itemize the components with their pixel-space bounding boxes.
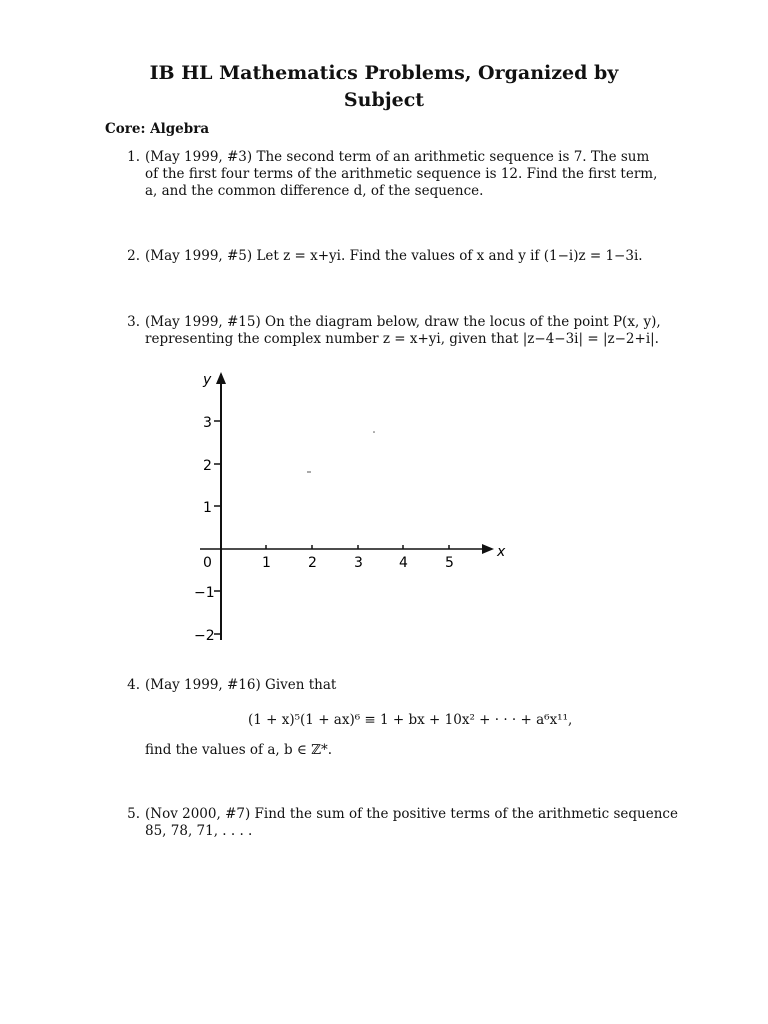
problem-number: 4. <box>127 677 140 693</box>
y-axis-label: y <box>203 372 212 388</box>
x-axis-arrow <box>482 544 494 554</box>
problem-line: (Nov 2000, #7) Find the sum of the positive terms of the arithmetic sequence <box>145 806 678 822</box>
x-tick-label: 4 <box>399 555 408 571</box>
page-title <box>120 60 648 114</box>
problem-text <box>145 248 645 265</box>
problem-line: (May 1999, #16) Given that <box>145 677 337 693</box>
problem-text <box>145 742 645 759</box>
y-tick-label: 2 <box>203 458 212 474</box>
scan-speck <box>373 431 375 433</box>
title-line-1: IB HL Mathematics Problems, Organized by <box>149 62 619 84</box>
problem-line: a, and the common difference d, of the sequence. <box>145 183 484 199</box>
locus-diagram <box>190 368 510 648</box>
x-tick-label: 1 <box>262 555 271 571</box>
problem-line: representing the complex number z = x+yi, given that |z−4−3i| = |z−2+i|. <box>145 331 659 347</box>
problem-line: (May 1999, #3) The second term of an arithmetic sequence is 7. The sum <box>145 149 650 165</box>
title-line-2: Subject <box>343 89 425 111</box>
origin-label: 0 <box>203 555 212 571</box>
problem-line: find the values of a, b ∈ ℤ*. <box>145 742 333 758</box>
y-axis-arrow <box>216 372 226 384</box>
problem-number: 5. <box>127 806 140 822</box>
y-tick-label: 1 <box>203 500 212 516</box>
section-heading: Core: Algebra <box>105 121 210 137</box>
problem-text <box>145 677 645 694</box>
y-tick-label: 3 <box>203 415 212 431</box>
problem-line: (May 1999, #5) Let z = x+yi. Find the values of x and y if (1−i)z = 1−3i. <box>145 248 643 264</box>
problem-number: 1. <box>127 149 140 165</box>
y-tick-label: −1 <box>194 585 215 601</box>
x-axis-label: x <box>497 544 506 560</box>
x-tick-label: 2 <box>308 555 317 571</box>
problem-line: of the first four terms of the arithmetic sequence is 12. Find the first term, <box>145 166 658 182</box>
problem-text <box>145 314 661 348</box>
problem-line: (May 1999, #15) On the diagram below, draw the locus of the point P(x, y), <box>145 314 661 330</box>
problem-line: 85, 78, 71, . . . . <box>145 823 253 839</box>
problem-4-equation: (1 + x)⁵(1 + ax)⁶ ≡ 1 + bx + 10x² + · · · + a⁶x¹¹, <box>248 712 573 728</box>
problem-number: 2. <box>127 248 140 264</box>
y-tick-label: −2 <box>194 628 215 644</box>
x-tick-label: 5 <box>445 555 454 571</box>
x-tick-label: 3 <box>354 555 363 571</box>
problem-text <box>145 149 658 200</box>
problem-number: 3. <box>127 314 140 330</box>
problem-text <box>145 806 678 840</box>
